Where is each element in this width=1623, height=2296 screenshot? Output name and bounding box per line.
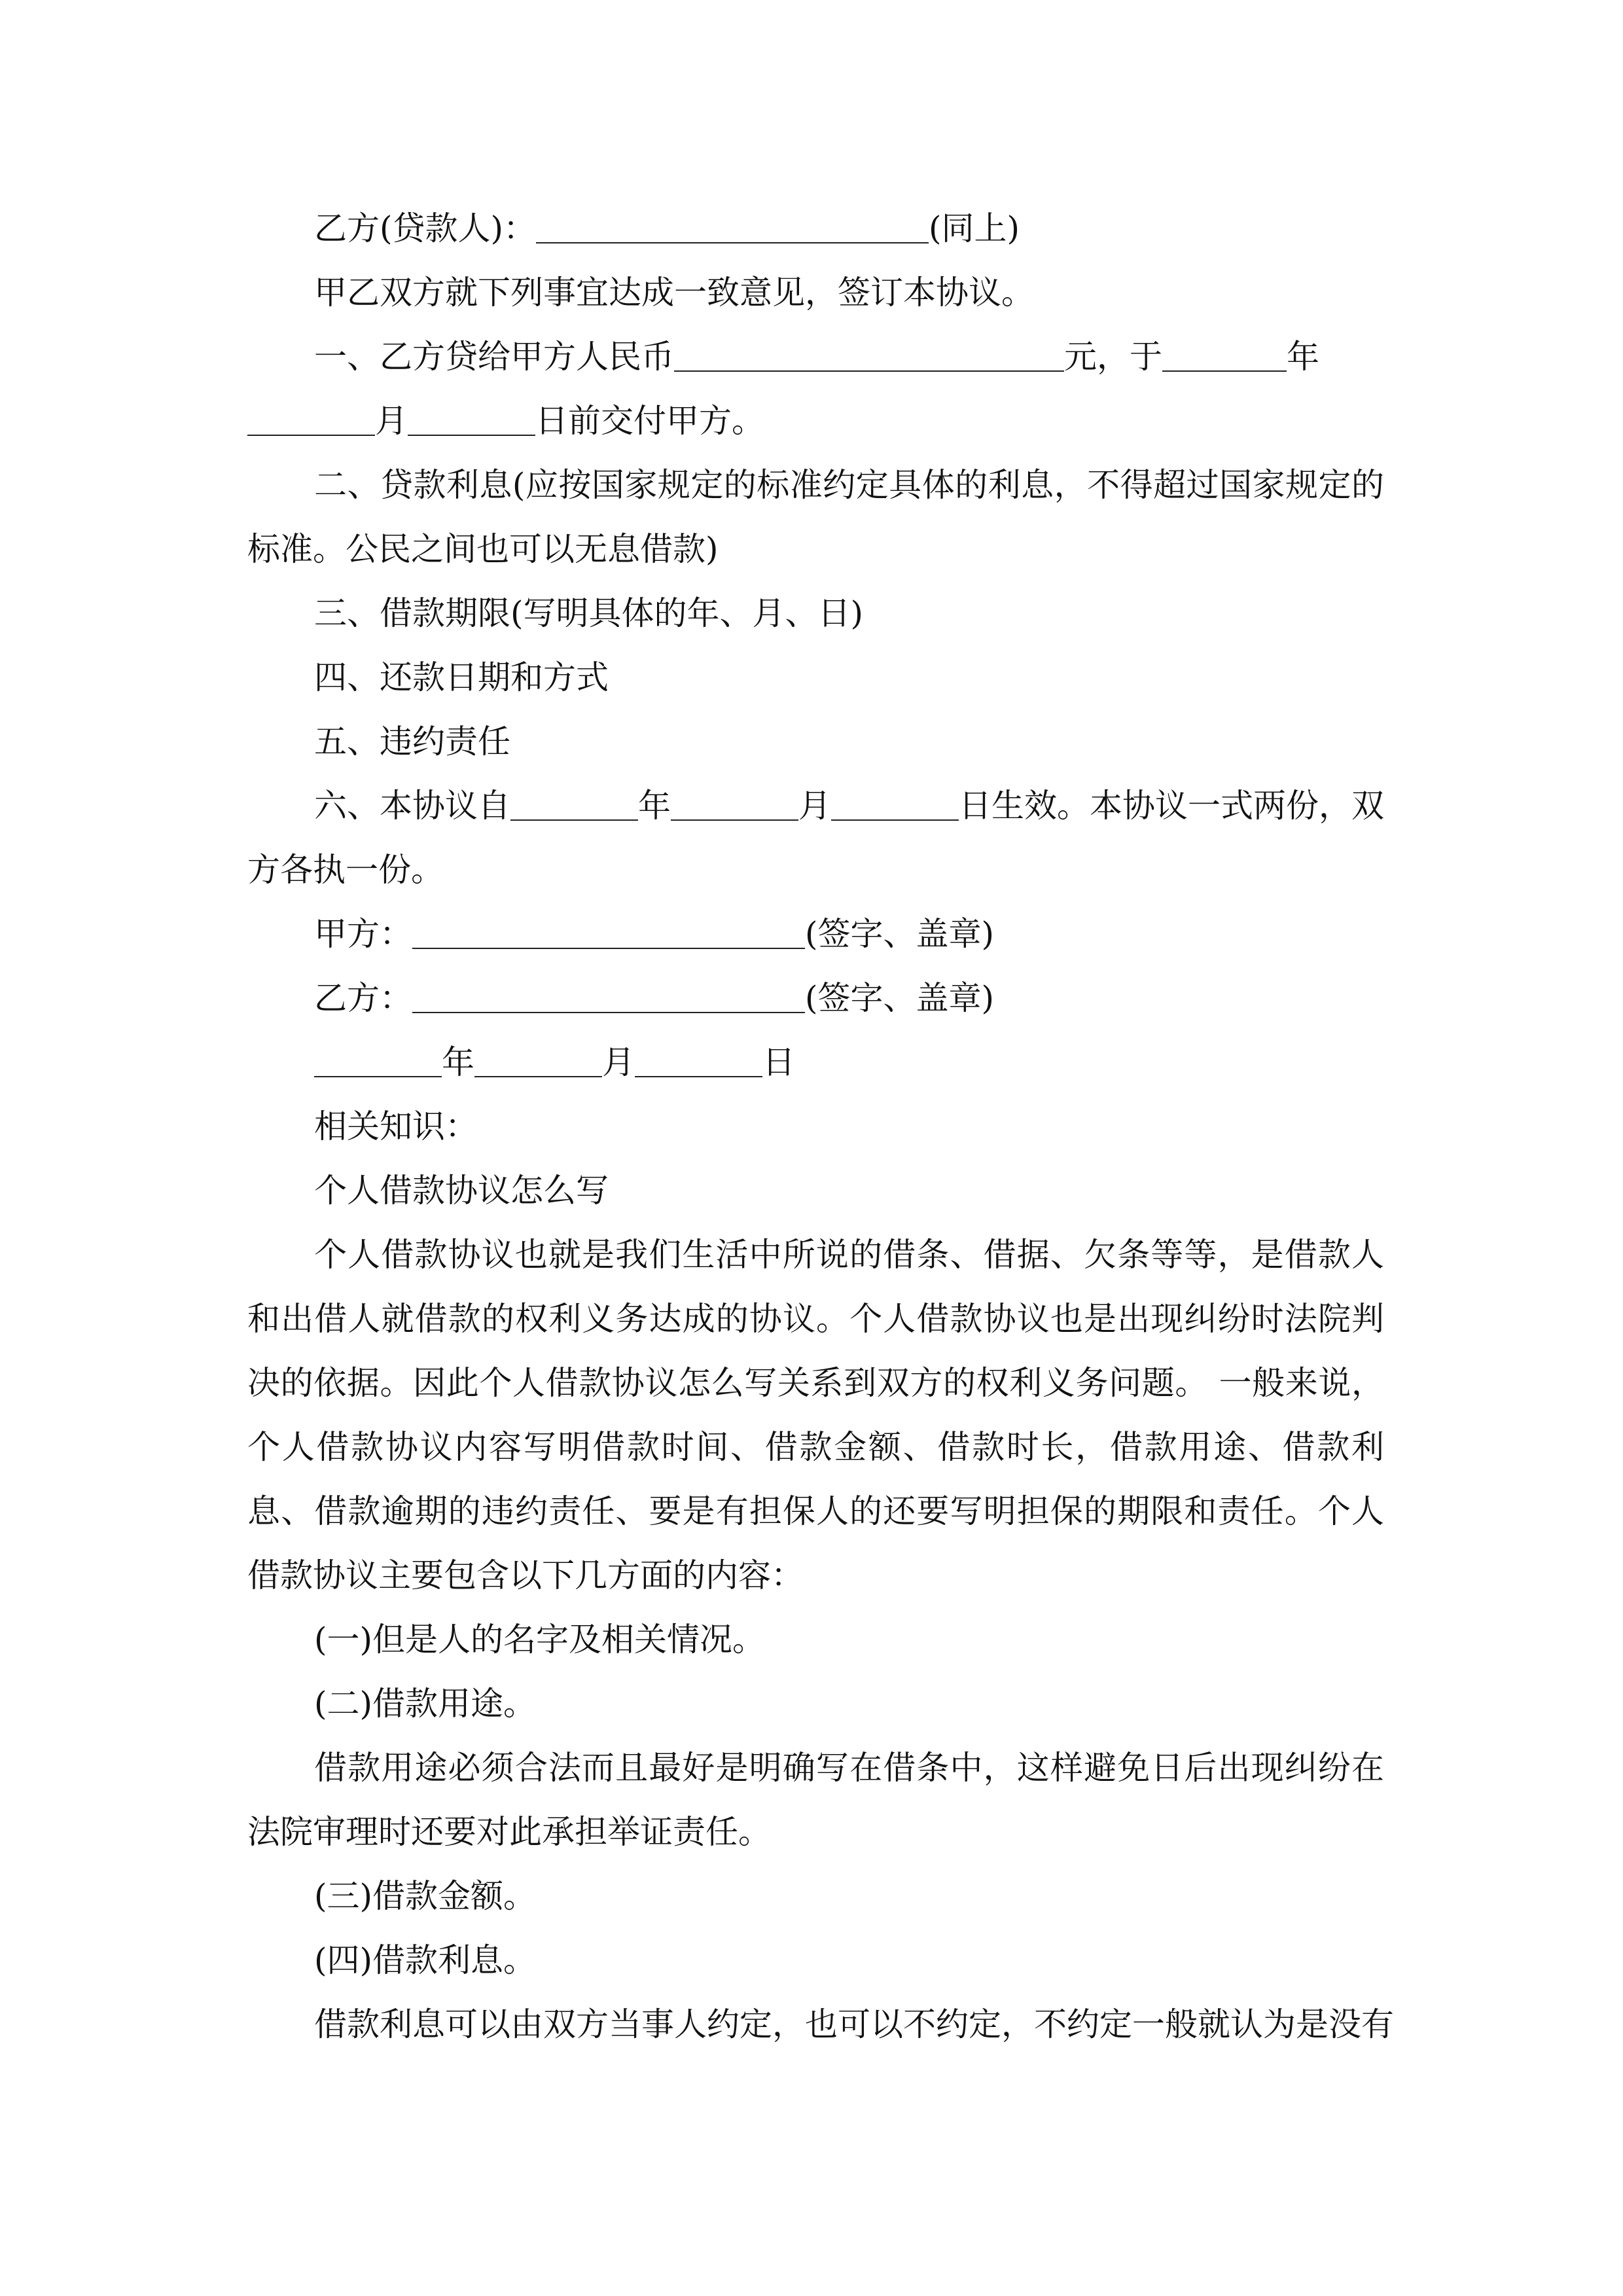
clause-1-line-1: [247, 325, 1384, 389]
agreement-intro: 甲乙双方就下列事宜达成一致意见，签订本协议。: [314, 274, 1034, 312]
clause-5: 五、违约责任: [314, 723, 510, 761]
clause-3: 三、借款期限(写明具体的年、月、日): [314, 594, 864, 632]
sign-date-text: 月: [602, 1043, 635, 1081]
clause-1-text: 日前交付甲方。: [535, 402, 764, 440]
clause-2: 二、贷款利息(应按国家规定的标准约定具体的利息，不得超过国家规定的标准。公民之间也可以无息借款): [247, 466, 1384, 568]
effective-month-blank[interactable]: [671, 780, 798, 821]
clause-1-text: 一、乙方贷给甲方人民币: [314, 338, 674, 376]
sign-date: [247, 1030, 1384, 1094]
sign-date-text: 年: [442, 1043, 474, 1081]
party-b-label: 乙方：: [314, 979, 412, 1017]
section-2: (二)借款用途。: [314, 1685, 537, 1723]
day-blank[interactable]: [408, 395, 535, 436]
clause-1-text: 年: [1287, 338, 1319, 376]
sign-date-text: 日: [762, 1043, 795, 1081]
party-a-blank[interactable]: [412, 908, 805, 949]
clause-6-text: 月: [798, 787, 831, 825]
effective-year-blank[interactable]: [510, 780, 638, 821]
clause-6: [247, 774, 1384, 902]
clause-1-line-2: [247, 389, 1384, 453]
document-page: [247, 196, 1394, 2056]
amount-blank[interactable]: [674, 331, 1064, 372]
clause-4: 四、还款日期和方式: [314, 658, 609, 696]
party-a-suffix: (签字、盖章): [805, 915, 995, 953]
lender-label: 乙方(贷款人)：: [314, 209, 537, 247]
knowledge-paragraph-1: 个人借款协议也就是我们生活中所说的借条、借据、欠条等等，是借款人和出借人就借款的权利义务达成的协议。个人借款协议也是出现纠纷时法院判决的依据。因此个人借款协议怎么写关系到双方的权利义务问题。 一般来说，个人借款协议内容写明借款时间、借款金额、借款时长，借款用途、借款利息、借款逾期的违约责任、要是有担保人的还要写明担保的期限和责任。个人借款协议主要包含以下几方面的内容：: [247, 1236, 1384, 1594]
year-blank[interactable]: [1162, 331, 1287, 372]
lender-suffix: (同上): [929, 209, 1020, 247]
party-a-signature: [247, 902, 1384, 966]
month-blank[interactable]: [247, 395, 375, 436]
sign-day-blank[interactable]: [635, 1037, 762, 1077]
lender-line: [247, 196, 1384, 260]
knowledge-paragraph-3: 借款利息可以由双方当事人约定，也可以不约定，不约定一般就认为是没有: [314, 2005, 1394, 2043]
lender-blank[interactable]: [536, 203, 929, 243]
knowledge-title: 个人借款协议怎么写: [314, 1172, 609, 1210]
effective-day-blank[interactable]: [831, 780, 959, 821]
clause-6-text: 年: [638, 787, 671, 825]
party-b-suffix: (签字、盖章): [805, 979, 995, 1017]
section-1: (一)但是人的名字及相关情况。: [314, 1621, 766, 1659]
section-3: (三)借款金额。: [314, 1877, 537, 1915]
sign-year-blank[interactable]: [314, 1037, 442, 1077]
party-b-signature: [247, 966, 1384, 1030]
section-4: (四)借款利息。: [314, 1941, 537, 1979]
party-b-blank[interactable]: [412, 973, 805, 1013]
clause-1-text: 元，于: [1064, 338, 1162, 376]
sign-month-blank[interactable]: [474, 1037, 602, 1077]
party-a-label: 甲方：: [314, 915, 412, 953]
clause-1-text: 月: [375, 402, 408, 440]
knowledge-heading: 相关知识：: [314, 1107, 478, 1145]
knowledge-paragraph-2: 借款用途必须合法而且最好是明确写在借条中，这样避免日后出现纠纷在法院审理时还要对此承担举证责任。: [247, 1749, 1384, 1851]
clause-6-text: 日生效。本协议一式两份，双方各执一份。: [247, 787, 1384, 889]
clause-6-text: 六、本协议自: [314, 787, 510, 825]
